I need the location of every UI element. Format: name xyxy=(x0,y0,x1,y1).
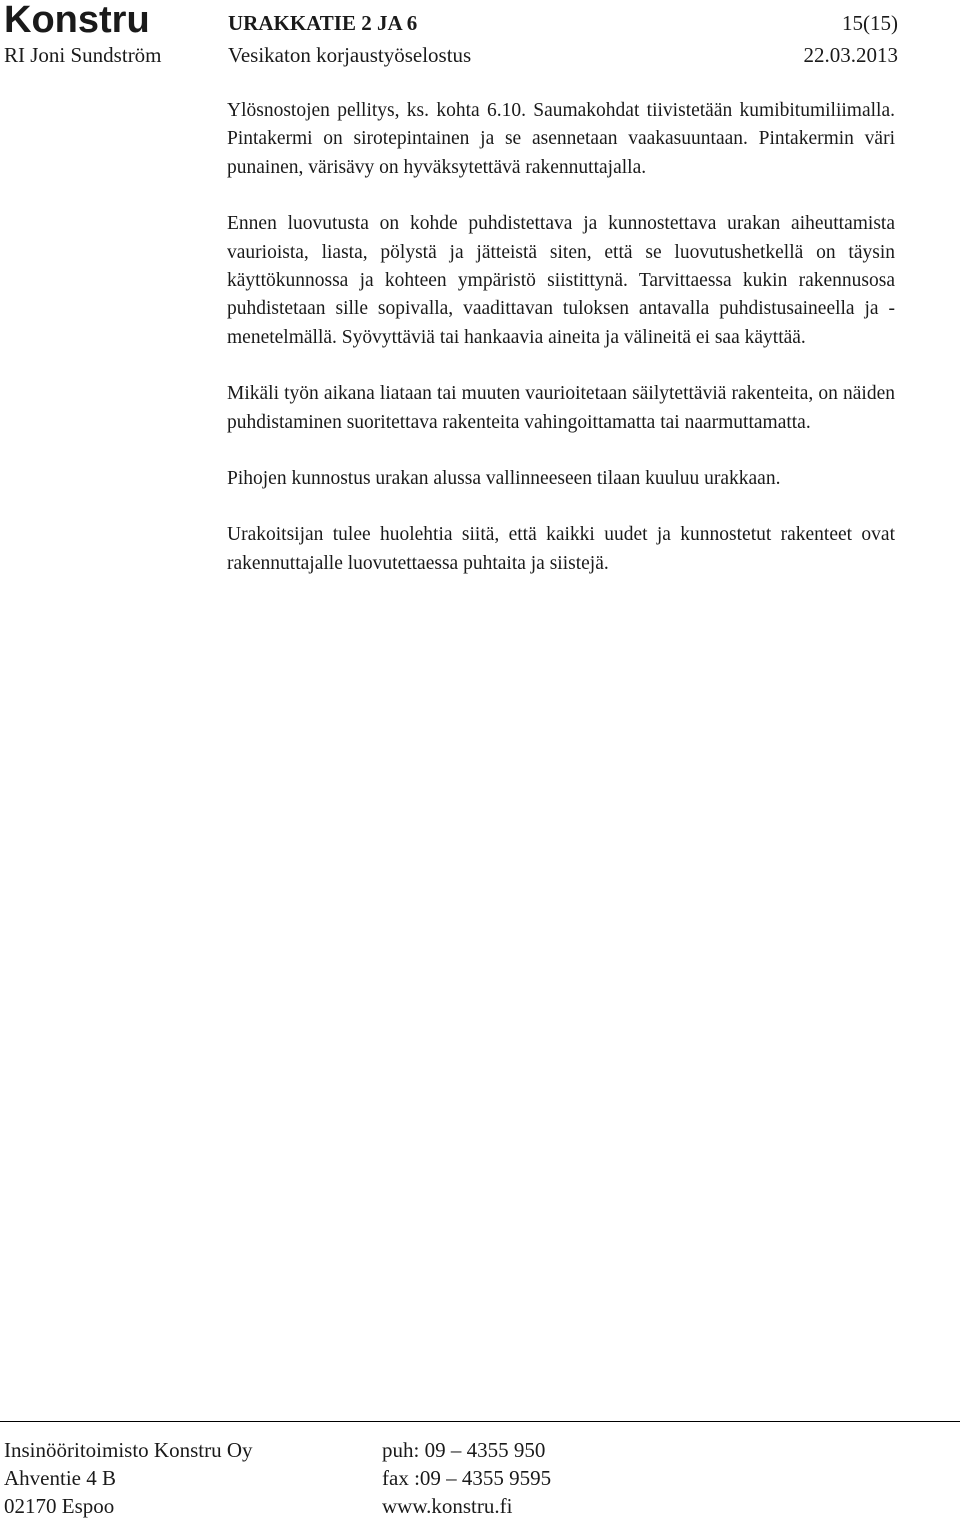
document-title: URAKKATIE 2 JA 6 xyxy=(228,11,418,35)
paragraph: Ennen luovutusta on kohde puhdistettava ja kunnostettava urakan aiheuttamista vaurioista, liasta, pölystä ja jätteistä siten, että se luovutushetkellä on täysin käyttökunnossa ja kohteen ympäristö siistittynä. Tarvittaessa kukin rakennusosa puhdistetaan sille sopivalla, vaadittavan tuloksen antavalla puhdistusaineella ja -menetelmällä. Syövyttäviä tai hankaavia aineita ja välineitä ei saa käyttää. xyxy=(227,213,895,348)
company-logo: Konstru xyxy=(4,0,150,41)
paragraph: Ylösnostojen pellitys, ks. kohta 6.10. Saumakohdat tiivistetään kumibitumiliimalla. Pintakermi on sirotepintainen ja se asennetaan vaakasuuntaan. Pintakermin väri punainen, värisävy on hyväksytettävä rakennuttajalla. xyxy=(227,100,895,178)
footer-website[interactable]: www.konstru.fi xyxy=(382,1494,513,1518)
author-name: RI Joni Sundström xyxy=(4,43,162,67)
footer-city: 02170 Espoo xyxy=(4,1494,115,1518)
footer-divider xyxy=(0,1421,960,1422)
page-number: 15(15) xyxy=(842,11,898,35)
footer-fax: fax :09 – 4355 9595 xyxy=(382,1466,552,1490)
document-date: 22.03.2013 xyxy=(803,43,898,67)
footer-address xyxy=(4,1436,253,1520)
footer-street: Ahventie 4 B xyxy=(4,1466,116,1490)
paragraph: Pihojen kunnostus urakan alussa vallinneeseen tilaan kuuluu urakkaan. xyxy=(227,468,781,490)
footer-company: Insinööritoimisto Konstru Oy xyxy=(4,1438,253,1462)
document-subtitle: Vesikaton korjaustyöselostus xyxy=(228,43,472,67)
paragraph: Mikäli työn aikana liataan tai muuten vaurioitetaan säilytettäviä rakenteita, on näiden puhdistaminen suoritettava rakenteita vahingoittamatta tai naarmuttamatta. xyxy=(227,383,895,433)
footer-phone: puh: 09 – 4355 950 xyxy=(382,1438,546,1462)
body-content xyxy=(227,97,895,606)
paragraph: Urakoitsijan tulee huolehtia siitä, että kaikki uudet ja kunnostetut rakenteet ovat rakennuttajalle luovutettaessa puhtaita ja siistejä. xyxy=(227,524,895,574)
footer-contact xyxy=(382,1436,551,1520)
